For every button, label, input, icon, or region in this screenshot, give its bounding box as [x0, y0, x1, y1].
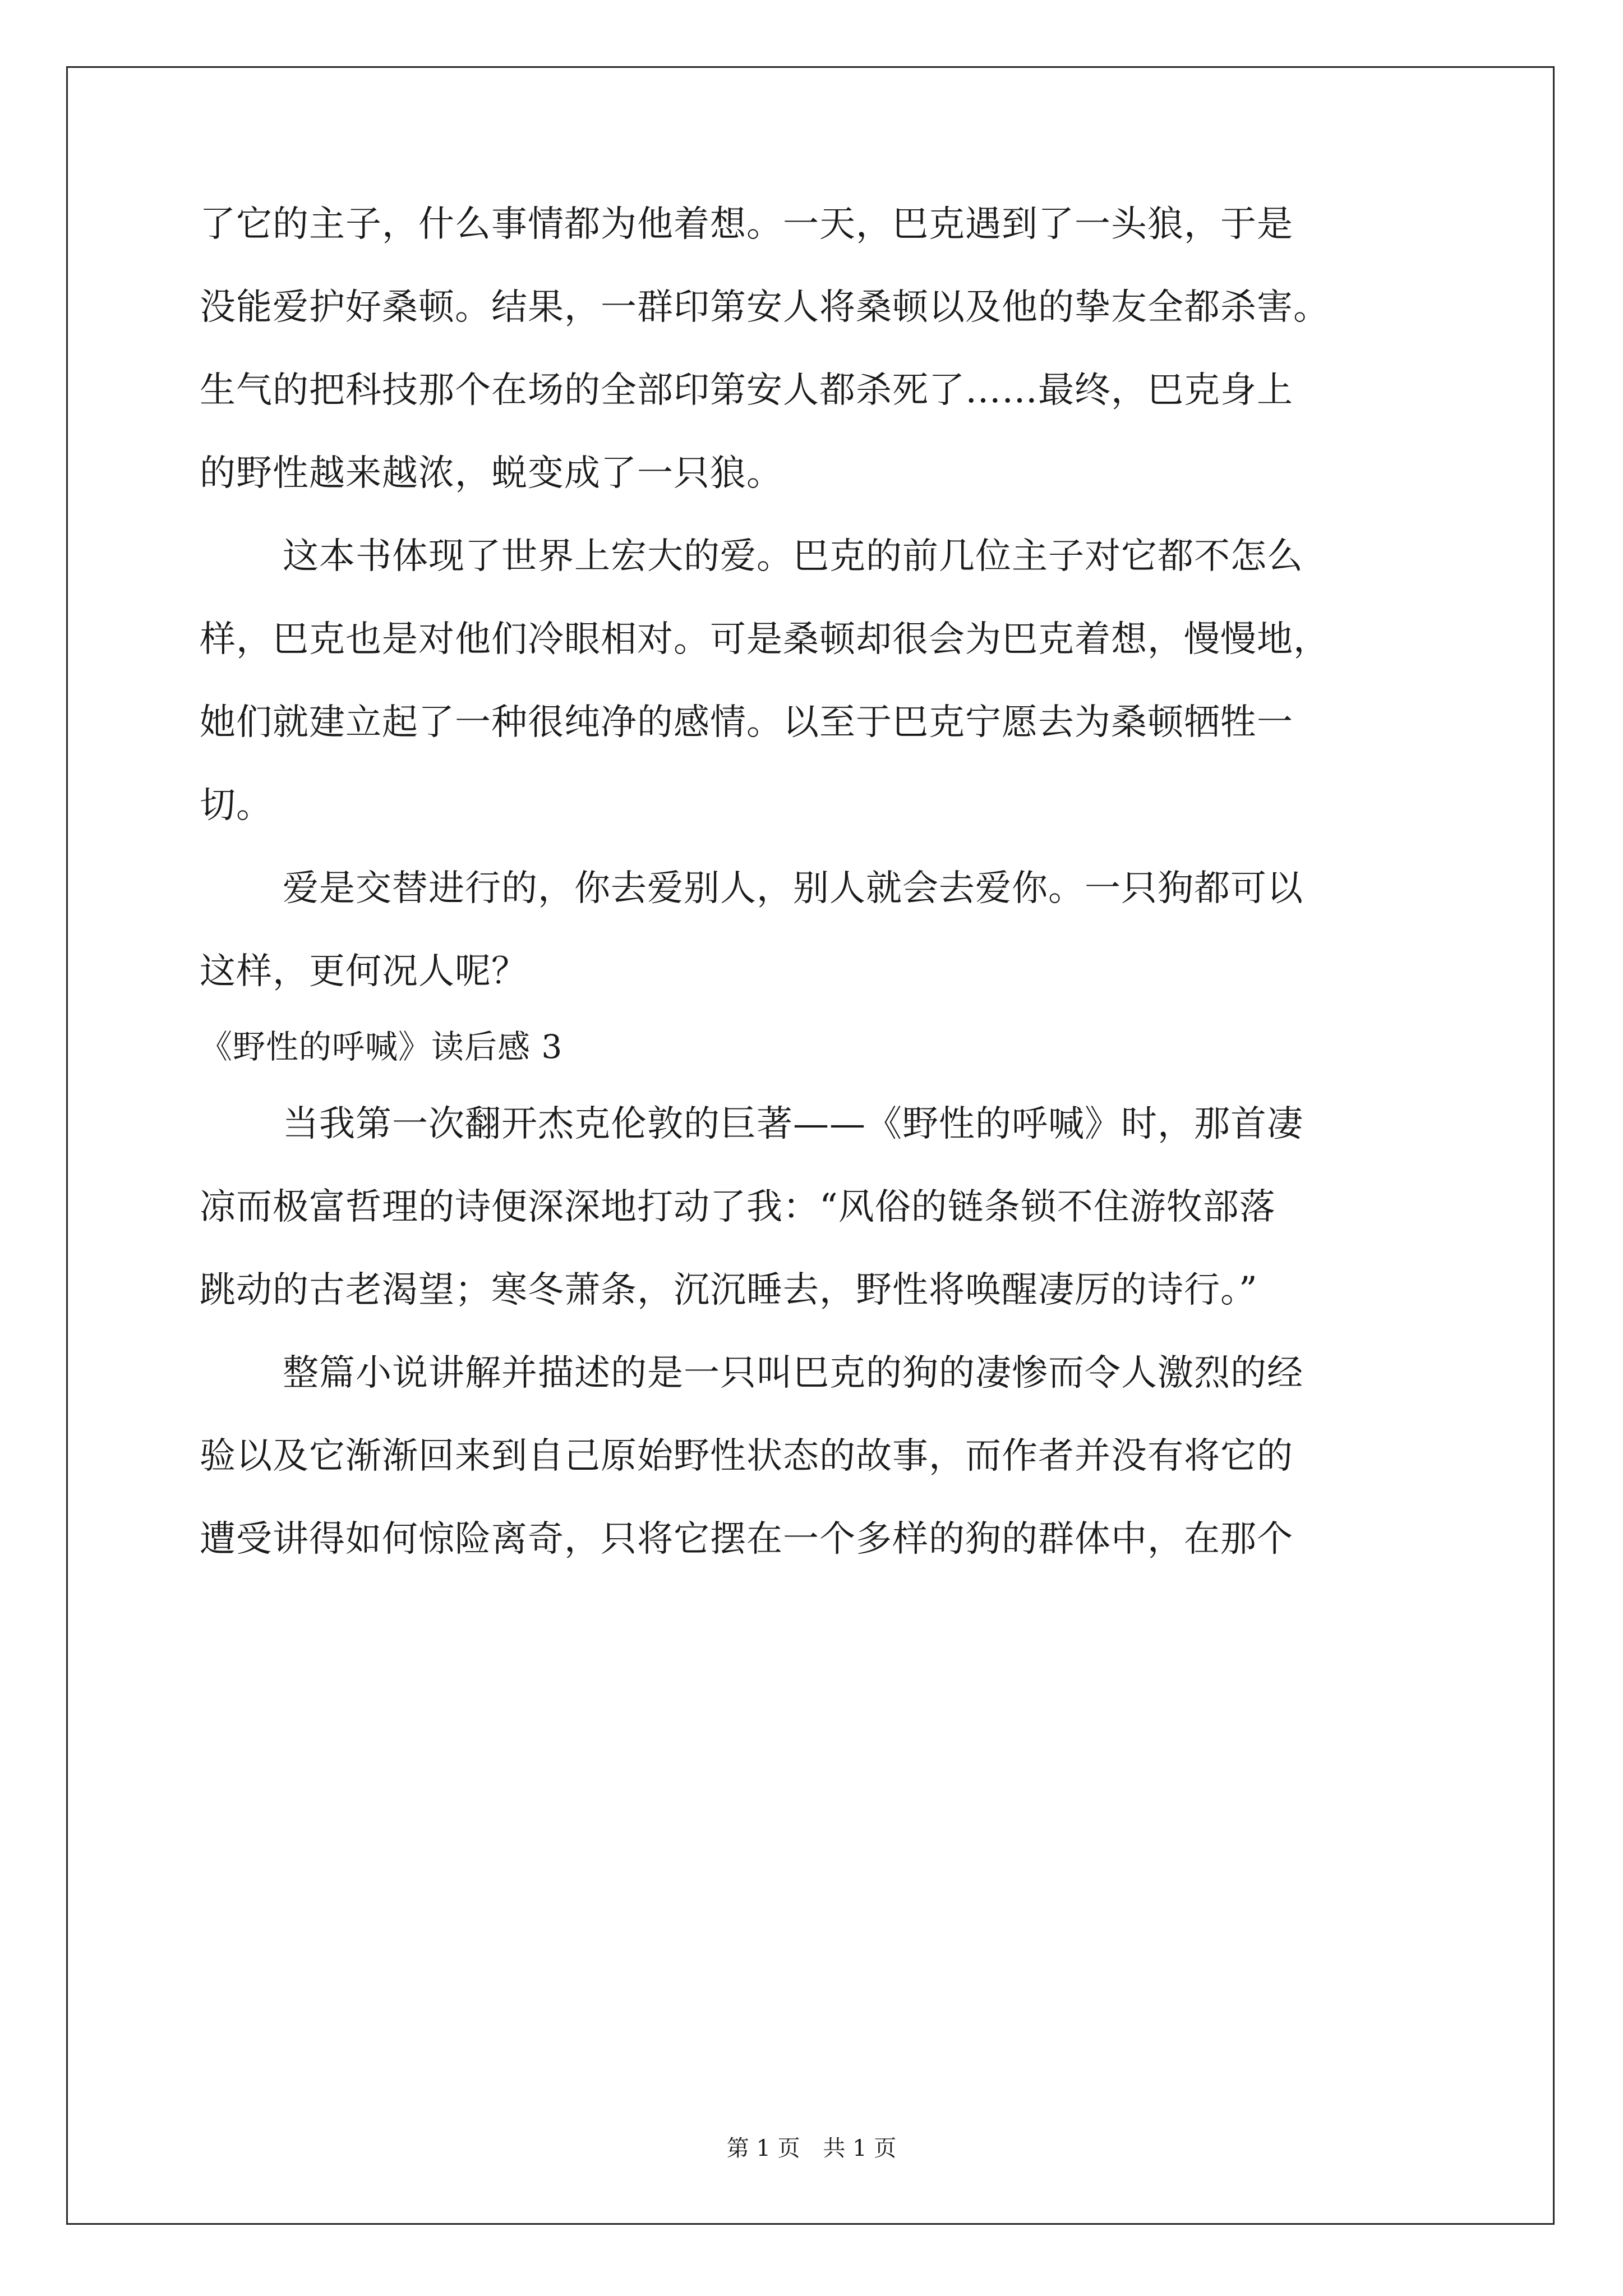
paragraph-start-line: 这本书体现了世界上宏大的爱。巴克的前几位主子对它都不怎么 — [283, 536, 1303, 577]
page-total: 共 1 页 — [823, 2136, 897, 2161]
text-line: 的野性越来越浓，蜕变成了一只狼。 — [200, 453, 783, 494]
text-line: 凉而极富哲理的诗便深深地打动了我：“风俗的链条锁不住游牧部落 — [200, 1186, 1276, 1228]
text-line: 样，巴克也是对他们冷眼相对。可是桑顿却很会为巴克着想，慢慢地， — [200, 619, 1330, 660]
text-line: 切。 — [200, 785, 273, 826]
paragraph-start-line: 当我第一次翻开杰克伦敦的巨著——《野性的呼喊》时，那首凄 — [283, 1103, 1303, 1145]
text-line: 验以及它渐渐回来到自己原始野性状态的故事，而作者并没有将它的 — [200, 1435, 1293, 1477]
text-line: 生气的把科技那个在场的全部印第安人都杀死了……最终，巴克身上 — [200, 370, 1293, 411]
text-line: 了它的主子，什么事情都为他着想。一天，巴克遇到了一头狼，于是 — [200, 204, 1293, 245]
text-line: 跳动的古老渴望；寒冬萧条，沉沉睡去，野性将唤醒凄厉的诗行。” — [200, 1269, 1258, 1311]
text-line: 遭受讲得如何惊险离奇，只将它摆在一个多样的狗的群体中，在那个 — [200, 1519, 1293, 1560]
text-line: 这样，更何况人呢？ — [200, 951, 528, 992]
paragraph-start-line: 爱是交替进行的，你去爱别人，别人就会去爱你。一只狗都可以 — [283, 868, 1303, 909]
paragraph-start-line: 整篇小说讲解并描述的是一只叫巴克的狗的凄惨而令人激烈的经 — [283, 1352, 1303, 1394]
page-footer — [0, 2134, 1623, 2162]
page-number: 第 1 页 — [726, 2136, 800, 2161]
section-heading: 《野性的呼喊》读后感 3 — [200, 1028, 563, 1066]
text-line: 没能爱护好桑顿。结果，一群印第安人将桑顿以及他的挚友全都杀害。 — [200, 287, 1330, 328]
text-line: 她们就建立起了一种很纯净的感情。以至于巴克宁愿去为桑顿牺牲一 — [200, 702, 1293, 743]
